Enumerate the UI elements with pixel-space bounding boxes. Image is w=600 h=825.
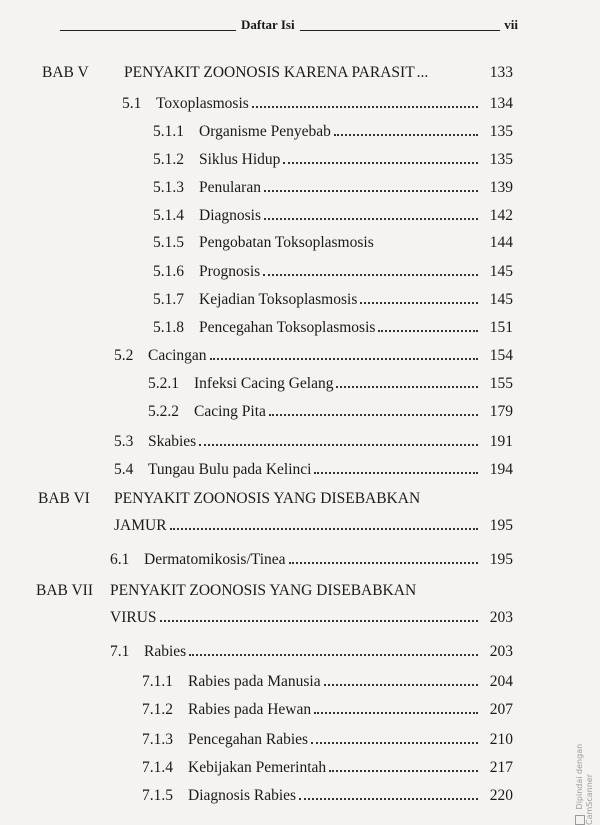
entry-page: 139 [489,179,513,196]
toc-entry[interactable] [142,670,513,692]
dot-leader [299,784,478,800]
dot-leader [314,698,478,714]
toc-entry[interactable] [153,288,513,310]
dot-leader [329,756,478,772]
entry-title: Organisme Penyebab [199,123,331,140]
entry-page: 203 [489,643,513,660]
dot-leader [263,260,478,276]
entry-title: Rabies pada Manusia [188,673,321,690]
entry-title: Skabies [148,433,197,450]
entry-number: 5.1.4 [153,207,184,224]
entry-page: 145 [489,263,513,280]
toc-entry[interactable] [148,372,513,394]
entry-number: 6.1 [110,551,130,568]
entry-page: 142 [489,207,513,224]
entry-number: 5.2 [114,347,134,364]
entry-page: 151 [489,319,513,336]
entry-title: Rabies [144,643,187,660]
toc-entry[interactable] [153,232,513,254]
entry-number: 5.4 [114,461,134,478]
toc-entry[interactable] [153,316,513,338]
entry-page: 204 [489,673,513,690]
toc-entry[interactable] [148,400,513,422]
entry-number: 5.1.5 [153,234,184,251]
entry-page: 220 [489,787,513,804]
entry-number: 5.2.2 [148,403,179,420]
entry-number: 7.1.4 [142,759,173,776]
bab-label: BAB VII [36,582,93,599]
dot-leader [378,316,478,332]
entry-title: Siklus Hidup [199,151,281,168]
bab-label: BAB VI [38,490,90,507]
entry-page: 179 [489,403,513,420]
toc-entry[interactable] [114,514,513,536]
watermark-text: Dipindai dengan CamScanner [575,743,594,825]
entry-number: 5.1.8 [153,319,184,336]
entry-title: Toxoplasmosis [156,95,249,112]
toc-entry[interactable] [142,728,513,750]
entry-page: 195 [489,517,513,534]
dot-leader [311,728,478,744]
entry-title: Kejadian Toksoplasmosis [199,291,358,308]
entry-number: 5.1 [122,95,142,112]
entry-page: 135 [489,151,513,168]
entry-title: Rabies pada Hewan [188,701,312,718]
entry-page: 210 [489,731,513,748]
dot-leader [170,514,478,530]
header-page-number: vii [500,17,518,33]
entry-number: 7.1.2 [142,701,173,718]
dot-leader [252,92,478,108]
toc-entry[interactable] [142,784,513,806]
entry-number: 7.1.3 [142,731,173,748]
entry-title: PENYAKIT ZOONOSIS KARENA PARASIT [124,64,415,81]
entry-title: Pengobatan Toksoplasmosis [199,234,374,251]
entry-number: 5.1.7 [153,291,184,308]
entry-page: 217 [489,759,513,776]
entry-title: Prognosis [199,263,261,280]
running-header [40,14,518,36]
scanner-watermark [575,700,594,825]
entry-number: 5.3 [114,433,134,450]
header-title: Daftar Isi [236,17,300,33]
entry-number: 5.1.6 [153,263,184,280]
toc-entry[interactable] [114,430,513,452]
entry-number: 5.2.1 [148,375,179,392]
entry-title: Pencegahan Toksoplasmosis [199,319,376,336]
entry-page: 134 [489,95,513,112]
entry-title: Penularan [199,179,261,196]
toc-entry[interactable] [122,92,513,114]
entry-page: 203 [489,609,513,626]
entry-title: Kebijakan Pemerintah [188,759,327,776]
toc-entry[interactable] [114,458,513,480]
entry-number: 7.1 [110,643,130,660]
toc-entry[interactable] [110,548,513,570]
entry-page: 195 [489,551,513,568]
toc-entry-line1 [114,488,513,510]
dot-leader [264,176,478,192]
dot-leader [283,148,478,164]
entry-title: Pencegahan Rabies [188,731,309,748]
entry-page: 133 [489,64,513,81]
dot-leader [377,233,478,247]
dot-leader [360,288,478,304]
dot-leader [324,670,478,686]
entry-title: PENYAKIT ZOONOSIS YANG DISEBABKAN [114,490,421,507]
toc-entry[interactable] [153,148,513,170]
toc-entry[interactable] [110,640,513,662]
toc-entry[interactable] [153,176,513,198]
entry-title-cont: VIRUS [110,609,157,626]
toc-entry[interactable] [142,756,513,778]
entry-number: 5.1.3 [153,179,184,196]
dot-leader [289,548,478,564]
dot-leader [199,430,478,446]
entry-page: 154 [489,347,513,364]
entry-page: 144 [489,234,513,251]
entry-title: Cacingan [148,347,207,364]
entry-page: 191 [489,433,513,450]
toc-entry[interactable] [153,260,513,282]
bab-label: BAB V [42,64,89,81]
dot-leader [334,120,478,136]
dot-leader [264,204,478,220]
entry-title-cont: JAMUR [114,517,167,534]
entry-number: 5.1.2 [153,151,184,168]
dot-leader [160,606,478,622]
toc-entry[interactable] [153,204,513,226]
entry-title: Cacing Pita [194,403,266,420]
dot-leader [269,400,478,416]
entry-page: 194 [489,461,513,478]
entry-title: Diagnosis [199,207,261,224]
entry-number: 7.1.1 [142,673,173,690]
toc-entry-line1 [110,580,513,602]
entry-number: 7.1.5 [142,787,173,804]
entry-page: 207 [489,701,513,718]
dot-leader [210,344,478,360]
entry-title: Diagnosis Rabies [188,787,297,804]
entry-page: 155 [489,375,513,392]
dot-leader [189,640,478,656]
toc-entry[interactable] [114,344,513,366]
dot-leader [336,372,478,388]
toc-entry[interactable] [142,698,513,720]
toc-entry[interactable] [110,606,513,628]
camscanner-logo-icon [575,815,585,825]
toc-entry[interactable]: PENYAKIT ZOONOSIS KARENA PARASIT ... 133 [124,62,513,84]
entry-number: 5.1.1 [153,123,184,140]
dot-leader [314,458,478,474]
toc-entry[interactable] [153,120,513,142]
entry-title: Dermatomikosis/Tinea [144,551,286,568]
entry-page: 135 [489,123,513,140]
entry-title: Infeksi Cacing Gelang [194,375,334,392]
entry-page: 145 [489,291,513,308]
entry-title: PENYAKIT ZOONOSIS YANG DISEBABKAN [110,582,417,599]
entry-title: Tungau Bulu pada Kelinci [148,461,312,478]
